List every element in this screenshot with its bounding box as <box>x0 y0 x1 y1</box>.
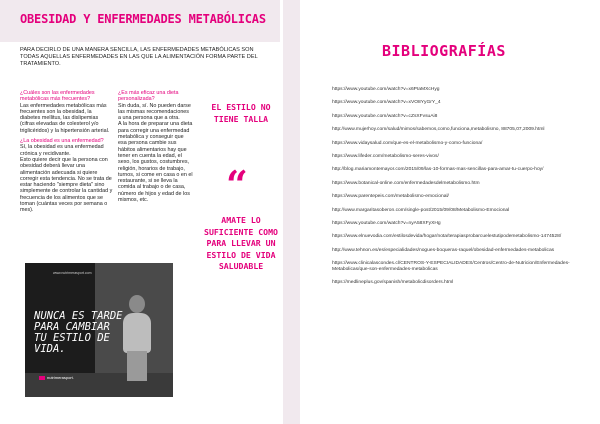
bibliography-link[interactable]: https://www.lifeder.com/metabolismo-seres-vivos/ <box>332 153 439 159</box>
bibliography-link[interactable]: https://www.elnuevodia.com/estilosdevida/hogar/nota/terapiasprobarcuelestutipodemetabolismo-1474528/ <box>332 234 562 240</box>
bibliography-list <box>332 87 570 294</box>
answer: Esto quiere decir que la persona con obesidad deberá llevar una alimentación adecuada si quiere corregir esta tendencia. No se trata de estar haciendo "siempre dieta" sino simplemente de controlar la cantidad y frecuencia de los alimentos que se toman (cuántas veces por semana o mes). <box>20 156 113 214</box>
question: ¿La obesidad es una enfermedad? <box>20 138 104 145</box>
bibliography-title: BIBLIOGRAFÍAS <box>382 42 506 60</box>
text-column-2 <box>118 90 193 203</box>
bibliography-link[interactable]: http://www.mujerhoy.com/salud/mimos/sabemos,como,funciona,metabolismo, 88705,07,2009.html <box>332 127 545 133</box>
answer: Sí, la obesidad es una enfermedad crónica y recidivante. <box>20 144 104 157</box>
question: ¿Cuáles son las enfermedades metabólicas más frecuentes? <box>20 90 95 103</box>
bibliography-link[interactable]: https://www.youtube.com/watch?v=xVO8YyGrY_4 <box>332 100 441 106</box>
intro-paragraph: PARA DECIRLO DE UNA MANERA SENCILLA, LAS ENFERMEDADES METABÓLICAS SON TODAS AQUELLAS ENFERMEDADES EN LAS QUE LA ALIMENTACIÓN FORMA PARTE DEL TRATAMIENTO. <box>20 47 258 67</box>
quote-bottom: AMATE LO SUFICIENTE COMO PARA LLEVAR UN ESTILO DE VIDA SALUDABLE <box>204 215 278 271</box>
page-title: OBESIDAD Y ENFERMEDADES METABÓLICAS <box>20 12 266 26</box>
answer: Las enfermedades metabólicas más frecuentes son la obesidad, la diabetes mellitus, las dislipemias (cifras elevadas de colesterol y/o triglicéridos) y la hipertensión arterial. <box>20 102 110 134</box>
question: ¿Es más eficaz una dieta personalizada? <box>118 90 179 103</box>
promo-photo <box>25 263 173 397</box>
photo-slogan: NUNCA ES TARDE PARA CAMBIAR TU ESTILO DE VIDA. <box>34 310 123 355</box>
quote-top: EL ESTILO NO TIENE TALLA <box>211 102 271 124</box>
bibliography-link[interactable]: https://www.youtube.com/watch?v=cZsXFvsuAi8 <box>332 113 438 119</box>
bibliography-link[interactable]: https://www.botanical-online.com/enfermedadesdelmetabolismo.htm <box>332 180 480 186</box>
bibliography-link[interactable]: http://blog.mariamontemayor.com/2015/09/las-10-formas-mas-sencillas-para-amar-tu-cuerpo-hoy/ <box>332 167 544 173</box>
bibliography-link[interactable]: https://www.clinicalascondes.cl/CENTROS-Y-ESPECIALIDADES/Centros/Centro-de-Nutricion/Enfermedades-Metabolicas/que-son-enfermedades-metabolicas <box>332 261 570 273</box>
runner-figure <box>129 295 145 313</box>
bibliography-link[interactable]: http://www.tehnon.es/es/especialidades/nogues-boqueras-raquel/obesidad-enfermedades-metabolicas <box>332 247 555 253</box>
brand-logo-icon <box>39 376 45 380</box>
page-divider <box>283 0 300 424</box>
photo-url: www.nutrimerasport.com <box>53 271 92 275</box>
text-column-1 <box>20 90 113 214</box>
bibliography-link[interactable]: http://www.margaritasoberon.com/single-post/2015/09/08/Metabolismo-Emocional <box>332 207 510 213</box>
bibliography-link[interactable]: https://www.youtube.com/watch?v=x6PIaMXcHyg <box>332 87 440 92</box>
bibliography-link[interactable]: https://www.vidaysalud.com/que-es-el-metabolismo-y-como-funciona/ <box>332 140 483 146</box>
answer: Sin duda, sí. No pueden darse las mismas recomendaciones a una persona que a otra. <box>118 102 191 122</box>
brand-label: nutrimerasport. <box>39 375 74 380</box>
bibliography-link[interactable]: https://www.parentepeis.com/metabolismo-emocional/ <box>332 194 449 200</box>
quote-mark-icon: “ <box>226 162 248 207</box>
bibliography-link[interactable]: https://medlineplus.gov/spanish/metabolicdisorders.html <box>332 280 454 286</box>
answer: A la hora de preparar una dieta para corregir una enfermedad metabólica y conseguir que esa persona cambie sus hábitos alimentarios hay que tener en cuenta la edad, el sexo, los gustos, costumbres, religión, horarios de trabajo, turnos, si come en casa o en el restaurante, si se lleva la comida al trabajo o de casa, número de hijos y edad de los mismos, etc. <box>118 121 193 204</box>
bibliography-link[interactable]: https://www.youtube.com/watch?v=nyA58XFyXHg <box>332 220 441 226</box>
